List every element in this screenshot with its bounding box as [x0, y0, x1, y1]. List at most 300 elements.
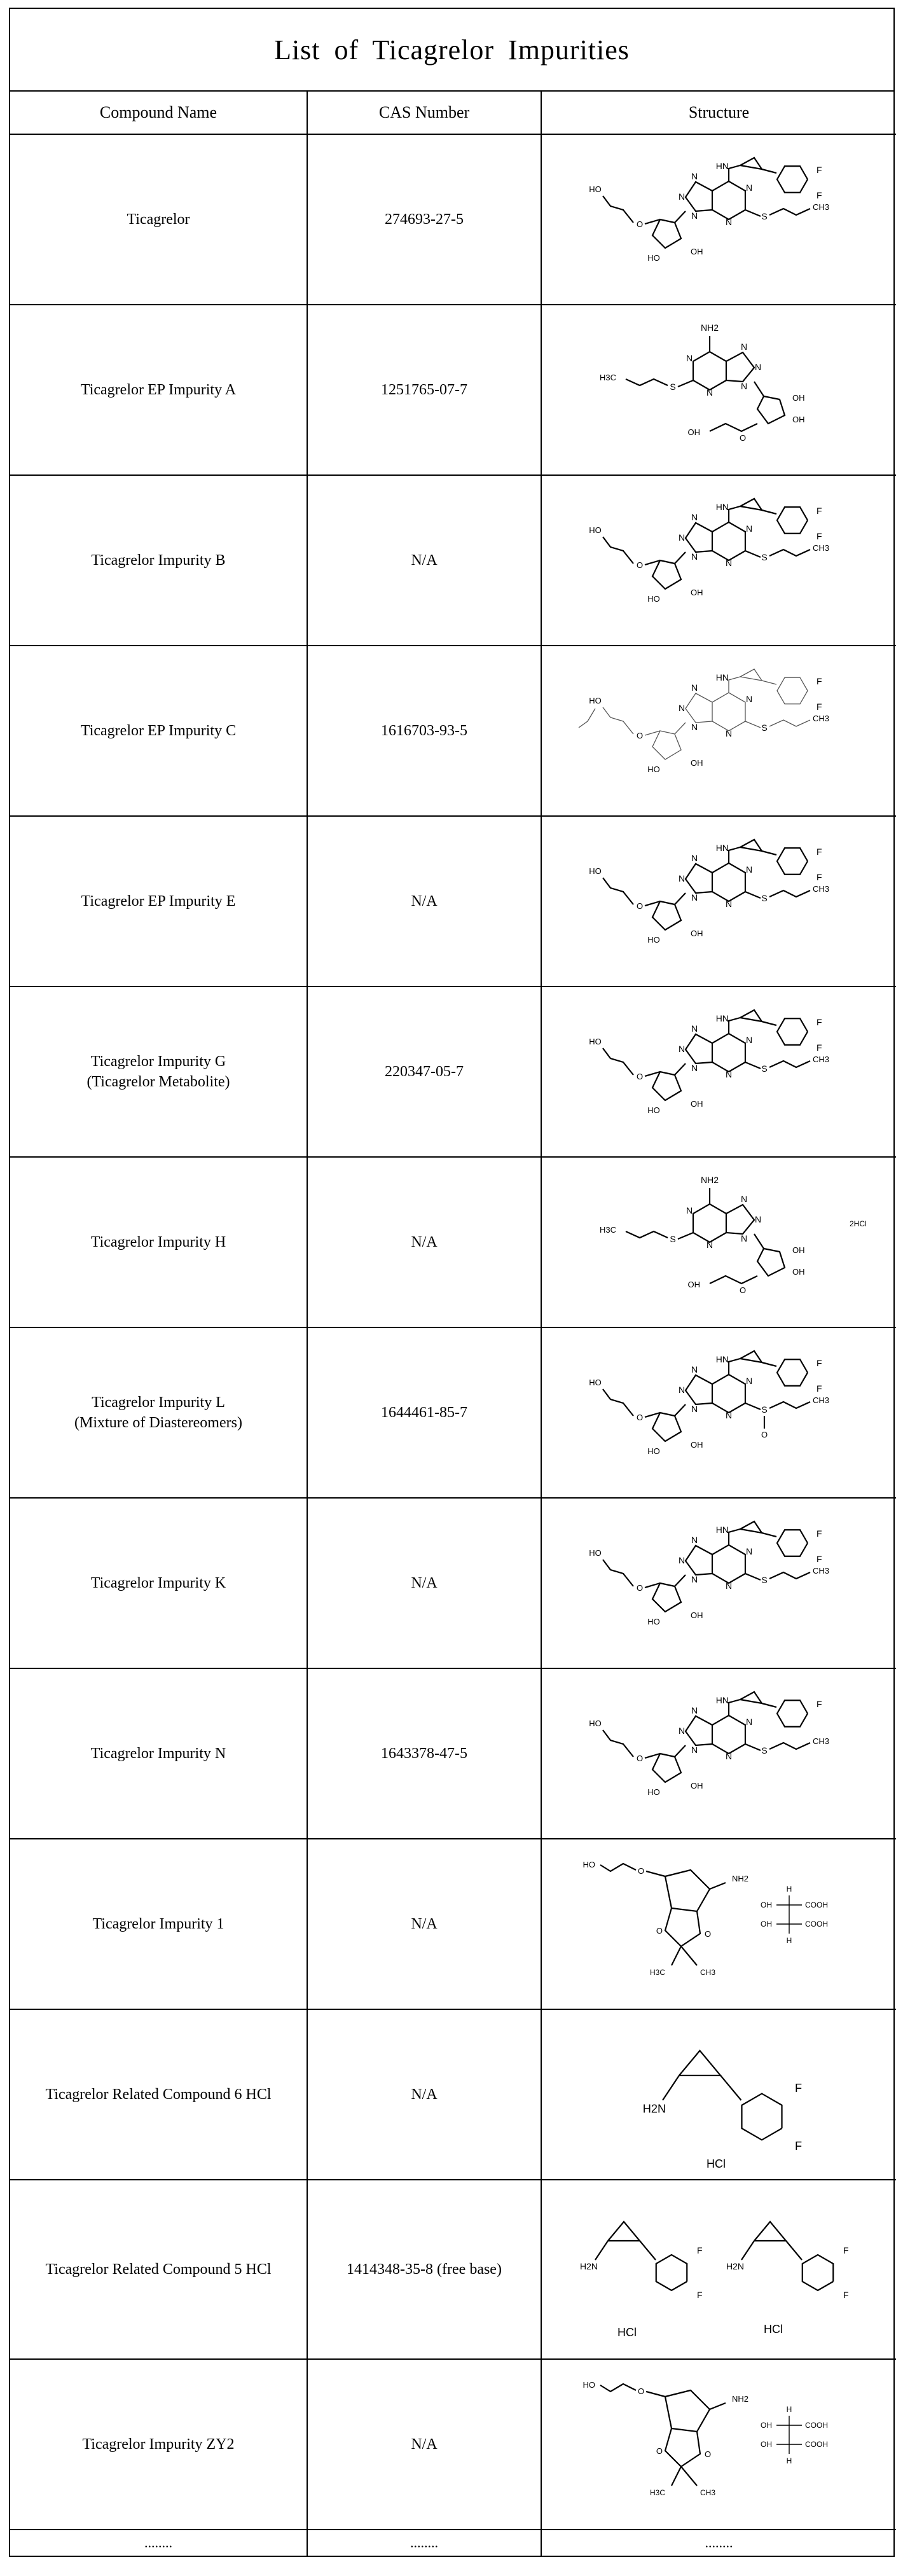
atom-label: OH — [687, 1280, 700, 1289]
compound-name-cell — [10, 646, 307, 816]
compound-name: Ticagrelor Impurity ZY2 — [82, 2436, 235, 2453]
structure-cell — [541, 1839, 896, 2009]
compound-name: Ticagrelor — [127, 211, 190, 228]
atom-label: OH — [760, 2440, 772, 2449]
atom-label: N — [706, 1240, 713, 1250]
atom-label: S — [761, 211, 768, 221]
table-row — [10, 1498, 896, 1668]
atom-label: H — [786, 1936, 792, 1945]
atom-label: S — [761, 1063, 768, 1074]
compound-name-cell — [10, 1668, 307, 1839]
cas-number-cell — [307, 2359, 541, 2530]
atom-label: OH — [690, 1440, 703, 1450]
table-row — [10, 1157, 896, 1327]
atom-label: HO — [588, 525, 602, 535]
cas-number-cell — [307, 1839, 541, 2009]
compound-name-cell — [10, 2359, 307, 2530]
atom-label: N — [678, 1044, 685, 1054]
fluorine-label: F — [816, 1528, 822, 1539]
atom-label: H3C — [649, 2488, 665, 2497]
atom-label: N — [725, 899, 732, 909]
atom-label: O — [636, 1754, 643, 1763]
atom-label: HN — [715, 1695, 729, 1705]
cas-number-cell — [307, 1327, 541, 1498]
atom-label: CH3 — [700, 2488, 715, 2497]
atom-label: N — [740, 1233, 747, 1243]
atom-label: O — [739, 1285, 746, 1295]
atom-label: N — [691, 722, 698, 732]
atom-label: OH — [792, 415, 804, 424]
structure-cell — [541, 646, 896, 816]
compound-name: Ticagrelor Impurity H — [90, 1234, 226, 1250]
atom-label: N — [691, 1705, 698, 1715]
chemical-structure-drawing — [570, 1845, 869, 2004]
atom-label: OH — [690, 929, 703, 938]
atom-label: HO — [582, 1860, 595, 1869]
atom-label: H2N — [726, 2261, 744, 2271]
atom-label: O — [704, 1929, 711, 1939]
fluorine-label: F — [794, 2140, 802, 2152]
cas-number: 1414348-35-8 (free base) — [347, 2261, 502, 2278]
atom-label: HO — [647, 1446, 660, 1456]
atom-label: HN — [715, 1525, 729, 1535]
table-row — [10, 1839, 896, 2009]
atom-label: N — [725, 558, 732, 568]
column-header-structure: Structure — [541, 92, 896, 134]
cas-number-cell — [307, 816, 541, 987]
atom-label: N — [745, 1717, 752, 1727]
atom-label: N — [678, 191, 685, 202]
atom-label: COOH — [804, 1920, 828, 1929]
salt-label: HCl — [706, 2157, 726, 2170]
atom-label: S — [761, 723, 768, 733]
table-row — [10, 2359, 896, 2530]
cas-number-cell — [307, 987, 541, 1157]
fluorine-label: F — [816, 1017, 822, 1027]
atom-label: HO — [588, 184, 602, 194]
molecule — [589, 499, 829, 604]
atom-label: HO — [647, 1617, 660, 1626]
atom-label: N — [691, 853, 698, 863]
atom-label: S — [669, 1234, 676, 1244]
atom-label: HO — [588, 1719, 602, 1728]
atom-label: OH — [690, 588, 703, 597]
structure-cell — [541, 134, 896, 305]
table-row — [10, 987, 896, 1157]
compound-name-cell — [10, 2009, 307, 2180]
atom-label: O — [739, 433, 746, 443]
atom-label: HO — [582, 2380, 595, 2390]
chemical-structure-drawing — [570, 481, 869, 640]
chemical-structure-drawing — [570, 651, 869, 810]
structure-cell — [541, 1668, 896, 1839]
atom-label: H3C — [649, 1968, 665, 1977]
atom-label: S — [761, 1745, 768, 1755]
fluorine-label: F — [816, 1042, 822, 1053]
table-row — [10, 1327, 896, 1498]
compound-name: Ticagrelor EP Impurity C — [80, 723, 237, 739]
atom-label: OH — [792, 393, 804, 403]
table-row-ellipsis — [10, 2530, 896, 2556]
atom-label: N — [725, 1410, 732, 1420]
atom-label: N — [678, 703, 685, 713]
atom-label: CH3 — [812, 1395, 829, 1405]
compound-name-cell — [10, 987, 307, 1157]
atom-label: N — [745, 523, 752, 534]
atom-label: N — [745, 694, 752, 704]
compound-name-note: (Mixture of Diastereomers) — [74, 1415, 242, 1431]
atom-label: N — [745, 183, 752, 193]
salt-label: HCl — [617, 2326, 637, 2339]
atom-label: CH3 — [812, 884, 829, 894]
cas-number-cell — [307, 646, 541, 816]
cas-number-cell — [307, 305, 541, 475]
atom-label: O — [636, 731, 643, 740]
compound-name-cell — [10, 816, 307, 987]
fluorine-label: F — [816, 190, 822, 200]
compound-name: Ticagrelor EP Impurity E — [81, 893, 236, 910]
atom-label: OH — [690, 758, 703, 768]
cas-number: 1643378-47-5 — [381, 1745, 467, 1762]
salt-label: 2HCl — [849, 1219, 867, 1228]
molecule — [589, 1521, 829, 1626]
cas-number: 1644461-85-7 — [381, 1404, 467, 1421]
atom-label: N — [725, 217, 732, 227]
atom-label: OH — [690, 247, 703, 256]
compound-name-cell — [10, 475, 307, 646]
atom-label: HO — [647, 765, 660, 774]
molecule — [589, 158, 829, 263]
atom-label: N — [678, 1555, 685, 1565]
ellipsis-structure: ........ — [541, 2530, 896, 2556]
atom-label: N — [754, 1214, 761, 1224]
table-row — [10, 475, 896, 646]
atom-label: OH — [690, 1099, 703, 1109]
table-row — [10, 646, 896, 816]
atom-label: HO — [647, 594, 660, 604]
cas-number-cell — [307, 1157, 541, 1327]
atom-label: OH — [760, 1920, 772, 1929]
cas-number: 1616703-93-5 — [381, 722, 467, 739]
compound-name-note: (Ticagrelor Metabolite) — [86, 1074, 230, 1090]
molecule — [599, 1175, 804, 1295]
atom-label: O — [637, 2386, 644, 2396]
cas-number: N/A — [411, 2086, 438, 2103]
ellipsis-cas: ........ — [307, 2530, 541, 2556]
structure-cell — [541, 2009, 896, 2180]
atom-label: NH2 — [731, 2394, 748, 2404]
fluorine-label: F — [816, 847, 822, 857]
atom-label: CH3 — [812, 1566, 829, 1575]
atom-label: HO — [647, 1787, 660, 1797]
atom-label: OH — [687, 427, 700, 437]
atom-label: N — [678, 532, 685, 543]
cas-number: N/A — [411, 2435, 438, 2453]
structure-cell — [541, 305, 896, 475]
atom-label: OH — [792, 1245, 804, 1255]
compound-name: Ticagrelor Impurity 1 — [92, 1916, 224, 1932]
atom-label: O — [761, 1430, 768, 1439]
atom-label: N — [691, 1745, 698, 1755]
atom-label: N — [740, 1194, 747, 1204]
impurity-table — [10, 92, 896, 2556]
atom-label: N — [691, 211, 698, 221]
atom-label: HO — [588, 696, 602, 705]
fluorine-label: F — [816, 1358, 822, 1368]
chemical-structure-drawing — [570, 2190, 869, 2349]
table-row — [10, 1668, 896, 1839]
atom-label: NH2 — [731, 1874, 748, 1883]
atom-label: O — [656, 1926, 663, 1935]
compound-name-cell — [10, 305, 307, 475]
atom-label: N — [691, 682, 698, 693]
compound-name-cell — [10, 134, 307, 305]
atom-label: CH3 — [812, 1055, 829, 1064]
fluorine-label: F — [816, 1383, 822, 1394]
atom-label: CH3 — [700, 1968, 715, 1977]
cas-number-cell — [307, 134, 541, 305]
structure-cell — [541, 1498, 896, 1668]
structure-cell — [541, 816, 896, 987]
atom-label: N — [691, 171, 698, 181]
compound-name: Ticagrelor Related Compound 6 HCl — [45, 2086, 272, 2103]
structure-cell — [541, 1327, 896, 1498]
fluorine-label: F — [843, 2245, 849, 2255]
fluorine-label: F — [696, 2245, 703, 2255]
atom-label: O — [636, 219, 643, 229]
fluorine-label: F — [696, 2290, 703, 2300]
atom-label: HO — [647, 935, 660, 945]
compound-name: Ticagrelor Related Compound 5 HCl — [45, 2261, 272, 2278]
table-header-row — [10, 92, 896, 134]
molecule — [589, 1692, 829, 1797]
molecule — [582, 2380, 828, 2497]
atom-label: N — [745, 1035, 752, 1045]
atom-label: N — [691, 551, 698, 562]
atom-label: CH3 — [812, 1736, 829, 1746]
cas-number: N/A — [411, 1574, 438, 1591]
atom-label: N — [745, 1546, 752, 1556]
fluorine-label: F — [816, 872, 822, 882]
compound-name-cell — [10, 1498, 307, 1668]
cas-number: 274693-27-5 — [385, 211, 464, 228]
cas-number: N/A — [411, 892, 438, 910]
atom-label: S — [761, 893, 768, 903]
fluorine-label: F — [816, 165, 822, 175]
atom-label: H2N — [642, 2102, 666, 2116]
atom-label: COOH — [804, 2421, 828, 2430]
fluorine-label: F — [816, 531, 822, 541]
atom-label: HN — [715, 161, 729, 171]
atom-label: N — [745, 864, 752, 875]
chemical-structure-drawing — [570, 1333, 869, 1492]
atom-label: N — [740, 381, 747, 391]
molecule — [642, 2051, 801, 2152]
atom-label: NH2 — [700, 322, 719, 333]
atom-label: HO — [588, 1548, 602, 1558]
atom-label: N — [691, 1404, 698, 1414]
cas-number: N/A — [411, 1233, 438, 1250]
atom-label: H3C — [599, 1225, 616, 1235]
atom-label: N — [678, 873, 685, 883]
impurity-list-document — [9, 8, 895, 2557]
atom-label: HN — [715, 843, 729, 853]
atom-label: HO — [588, 1037, 602, 1046]
atom-label: HO — [588, 866, 602, 876]
atom-label: H — [786, 1885, 792, 1894]
cas-number: 1251765-07-7 — [381, 381, 467, 398]
atom-label: S — [669, 382, 676, 392]
atom-label: N — [691, 1574, 698, 1584]
structure-cell — [541, 987, 896, 1157]
atom-label: HN — [715, 672, 729, 682]
atom-label: COOH — [804, 1901, 828, 1909]
atom-label: S — [761, 1404, 768, 1415]
salt-label: HCl — [763, 2323, 783, 2336]
atom-label: H2N — [579, 2261, 598, 2271]
chemical-structure-drawing — [570, 1674, 869, 1833]
cas-number-cell — [307, 2180, 541, 2359]
atom-label: S — [761, 1575, 768, 1585]
table-row — [10, 2009, 896, 2180]
atom-label: OH — [760, 1901, 772, 1909]
atom-label: O — [704, 2449, 711, 2459]
atom-label: O — [637, 1866, 644, 1876]
molecule — [582, 1860, 828, 1977]
cas-number-cell — [307, 1668, 541, 1839]
atom-label: O — [636, 560, 643, 570]
atom-label: N — [740, 342, 747, 352]
atom-label: CH3 — [812, 714, 829, 723]
chemical-structure-drawing — [570, 822, 869, 981]
compound-name: Ticagrelor Impurity B — [91, 552, 226, 569]
compound-name: Ticagrelor Impurity N — [90, 1745, 226, 1762]
atom-label: O — [636, 1072, 643, 1081]
molecule — [589, 1010, 829, 1115]
atom-label: N — [691, 512, 698, 522]
structure-cell — [541, 475, 896, 646]
fluorine-label: F — [816, 1699, 822, 1709]
chemical-structure-drawing — [570, 140, 869, 299]
atom-label: N — [706, 387, 713, 398]
atom-label: N — [686, 1205, 693, 1215]
cas-number-cell — [307, 2009, 541, 2180]
atom-label: N — [725, 728, 732, 738]
compound-name-cell — [10, 1839, 307, 2009]
atom-label: OH — [690, 1610, 703, 1620]
chemical-structure-drawing — [570, 2365, 869, 2524]
compound-name-cell — [10, 1327, 307, 1498]
column-header-compound-name: Compound Name — [10, 92, 307, 134]
atom-label: NH2 — [700, 1175, 719, 1185]
page-title: List of Ticagrelor Impurities — [10, 9, 893, 92]
atom-label: H — [786, 2405, 792, 2414]
compound-name-cell — [10, 1157, 307, 1327]
fluorine-label: F — [816, 676, 822, 686]
compound-name-cell — [10, 2180, 307, 2359]
atom-label: OH — [760, 2421, 772, 2430]
atom-label: O — [636, 1413, 643, 1422]
atom-label: H3C — [599, 373, 616, 382]
cas-number: N/A — [411, 551, 438, 569]
chemical-structure-drawing — [570, 992, 869, 1151]
compound-name: Ticagrelor Impurity G — [90, 1053, 226, 1070]
fluorine-label: F — [843, 2290, 849, 2300]
fluorine-label: F — [816, 1554, 822, 1564]
atom-label: N — [691, 1364, 698, 1375]
atom-label: S — [761, 552, 768, 562]
atom-label: HO — [647, 253, 660, 263]
atom-label: N — [691, 1535, 698, 1545]
molecule — [589, 840, 829, 945]
atom-label: CH3 — [812, 202, 829, 212]
chemical-structure-drawing — [570, 1504, 869, 1663]
molecule — [599, 322, 804, 443]
cas-number-cell — [307, 1498, 541, 1668]
atom-label: N — [691, 1023, 698, 1034]
atom-label: N — [691, 892, 698, 903]
atom-label: O — [656, 2446, 663, 2456]
atom-label: N — [725, 1581, 732, 1591]
atom-label: HN — [715, 502, 729, 512]
atom-label: N — [725, 1751, 732, 1761]
chemical-structure-drawing — [570, 1163, 869, 1322]
atom-label: O — [636, 1583, 643, 1593]
molecule — [579, 669, 829, 774]
atom-label: N — [686, 353, 693, 363]
atom-label: COOH — [804, 2440, 828, 2449]
cas-number: N/A — [411, 1915, 438, 1932]
atom-label: OH — [792, 1267, 804, 1277]
atom-label: HN — [715, 1354, 729, 1364]
structure-cell — [541, 2359, 896, 2530]
table-row — [10, 305, 896, 475]
atom-label: N — [691, 1063, 698, 1073]
molecule — [579, 2222, 702, 2300]
chemical-structure-drawing — [570, 2015, 869, 2174]
chemical-structure-drawing — [570, 310, 869, 469]
atom-label: OH — [690, 1781, 703, 1790]
atom-label: H — [786, 2456, 792, 2465]
compound-name: Ticagrelor Impurity K — [90, 1575, 226, 1591]
compound-name: Ticagrelor Impurity L — [92, 1394, 225, 1411]
atom-label: N — [745, 1376, 752, 1386]
cas-number-cell — [307, 475, 541, 646]
atom-label: N — [754, 362, 761, 372]
table-row — [10, 816, 896, 987]
structure-cell — [541, 1157, 896, 1327]
cas-number: 220347-05-7 — [385, 1063, 464, 1080]
atom-label: O — [636, 901, 643, 911]
ellipsis-name: ........ — [10, 2530, 307, 2556]
molecule — [726, 2222, 848, 2300]
column-header-cas-number: CAS Number — [307, 92, 541, 134]
atom-label: CH3 — [812, 543, 829, 553]
molecule — [589, 1351, 829, 1456]
table-row — [10, 2180, 896, 2359]
atom-label: N — [725, 1069, 732, 1079]
atom-label: HO — [647, 1105, 660, 1115]
atom-label: HO — [588, 1378, 602, 1387]
structure-cell — [541, 2180, 896, 2359]
fluorine-label: F — [816, 702, 822, 712]
atom-label: HN — [715, 1013, 729, 1023]
atom-label: N — [678, 1385, 685, 1395]
compound-name: Ticagrelor EP Impurity A — [80, 382, 237, 398]
atom-label: N — [678, 1726, 685, 1736]
table-row — [10, 134, 896, 305]
fluorine-label: F — [816, 506, 822, 516]
